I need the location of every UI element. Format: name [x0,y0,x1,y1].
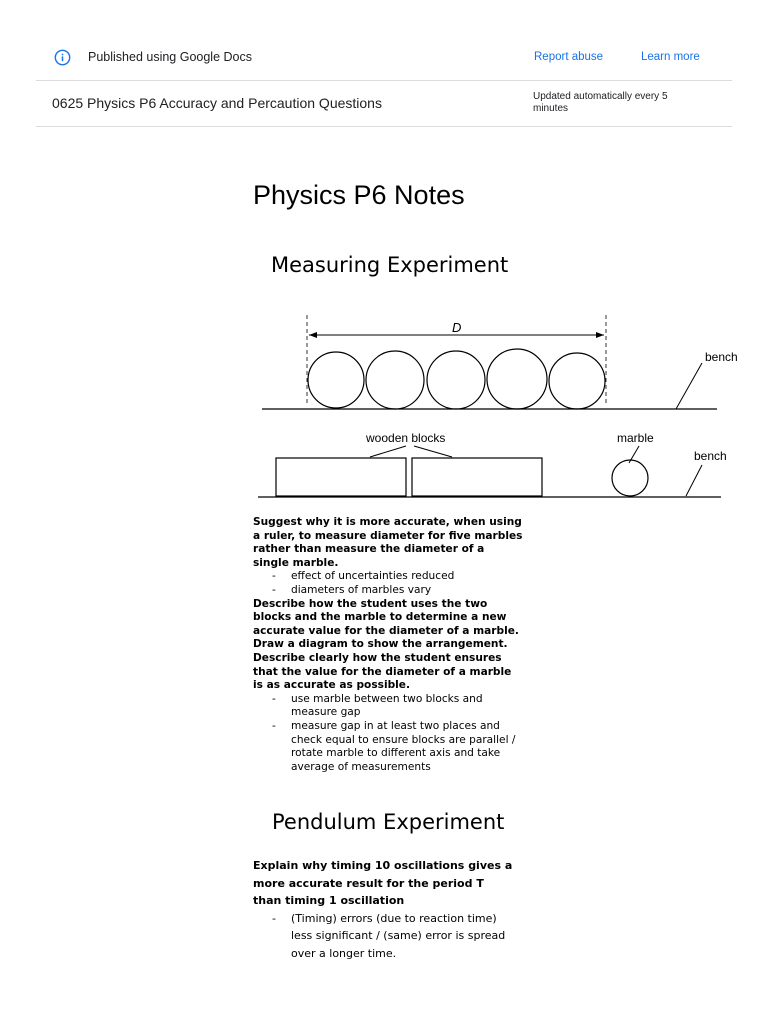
marble-2 [366,351,424,409]
marble-5 [549,353,605,409]
list-item: - (Timing) errors (due to reaction time) less significant / (same) error is spread over a longer time. [253,910,515,963]
list-item: - use marble between two blocks and measure gap [253,693,523,720]
question-five-marbles: Suggest why it is more accurate, when using a ruler, to measure diameter for five marbles rather than measure the diameter of a single marble. [253,516,523,569]
doc-title: 0625 Physics P6 Accuracy and Percaution Questions [52,95,382,111]
measuring-notes [253,516,523,774]
section-heading-pendulum: Pendulum Experiment [272,810,505,834]
single-marble [612,460,648,496]
info-icon[interactable] [54,49,71,66]
page-title: Physics P6 Notes [253,180,465,210]
wooden-blocks-label: wooden blocks [366,431,446,445]
answer-list-five-marbles [253,570,523,597]
dimension-label: D [452,320,462,335]
marble-3 [427,351,485,409]
list-item: - measure gap in at least two places and check equal to ensure blocks are parallel / rotate marble to different axis and take average of measurements [253,720,523,774]
marbles-figure [254,305,738,505]
top-bench-label: bench [705,350,738,364]
blocks-leader-right [414,446,452,457]
list-item: - effect of uncertainties reduced [253,570,523,584]
dimension-arrow-right [596,332,604,338]
update-frequency-note: Updated automatically every 5 minutes [533,91,668,114]
list-item: - diameters of marbles vary [253,584,523,598]
question-two-blocks: Describe how the student uses the two blocks and the marble to determine a new accurate value for the diameter of a marble. Draw a diagram to show the arrangement. Describe clearly how the student ensures that the value for the diameter of a marble is as accurate as possible. [253,597,519,692]
dimension-arrow-left [309,332,317,338]
question-ten-oscillations: Explain why timing 10 oscillations gives a more accurate result for the period T than timing 1 oscillation [253,859,513,907]
pendulum-notes [253,857,515,962]
top-bench-label-clip [705,350,738,364]
section-heading-measuring: Measuring Experiment [271,253,509,277]
published-label: Published using Google Docs [88,50,252,64]
bottom-bench-label: bench [694,449,727,463]
learn-more-link[interactable]: Learn more [641,51,700,63]
top-bench-leader [676,363,702,409]
blocks-leader-left [370,446,406,457]
bottom-bench-leader [686,465,702,496]
marble-1 [308,352,364,408]
answer-list-two-blocks [253,693,523,775]
publish-banner [36,37,732,81]
answer-list-ten-oscillations [253,910,515,963]
published-header [36,0,732,127]
doc-title-bar [36,81,732,127]
wooden-block-1 [276,458,406,496]
wooden-block-2 [412,458,542,496]
marble-label: marble [617,431,654,445]
report-abuse-link[interactable]: Report abuse [534,51,604,63]
marble-4 [487,349,547,409]
